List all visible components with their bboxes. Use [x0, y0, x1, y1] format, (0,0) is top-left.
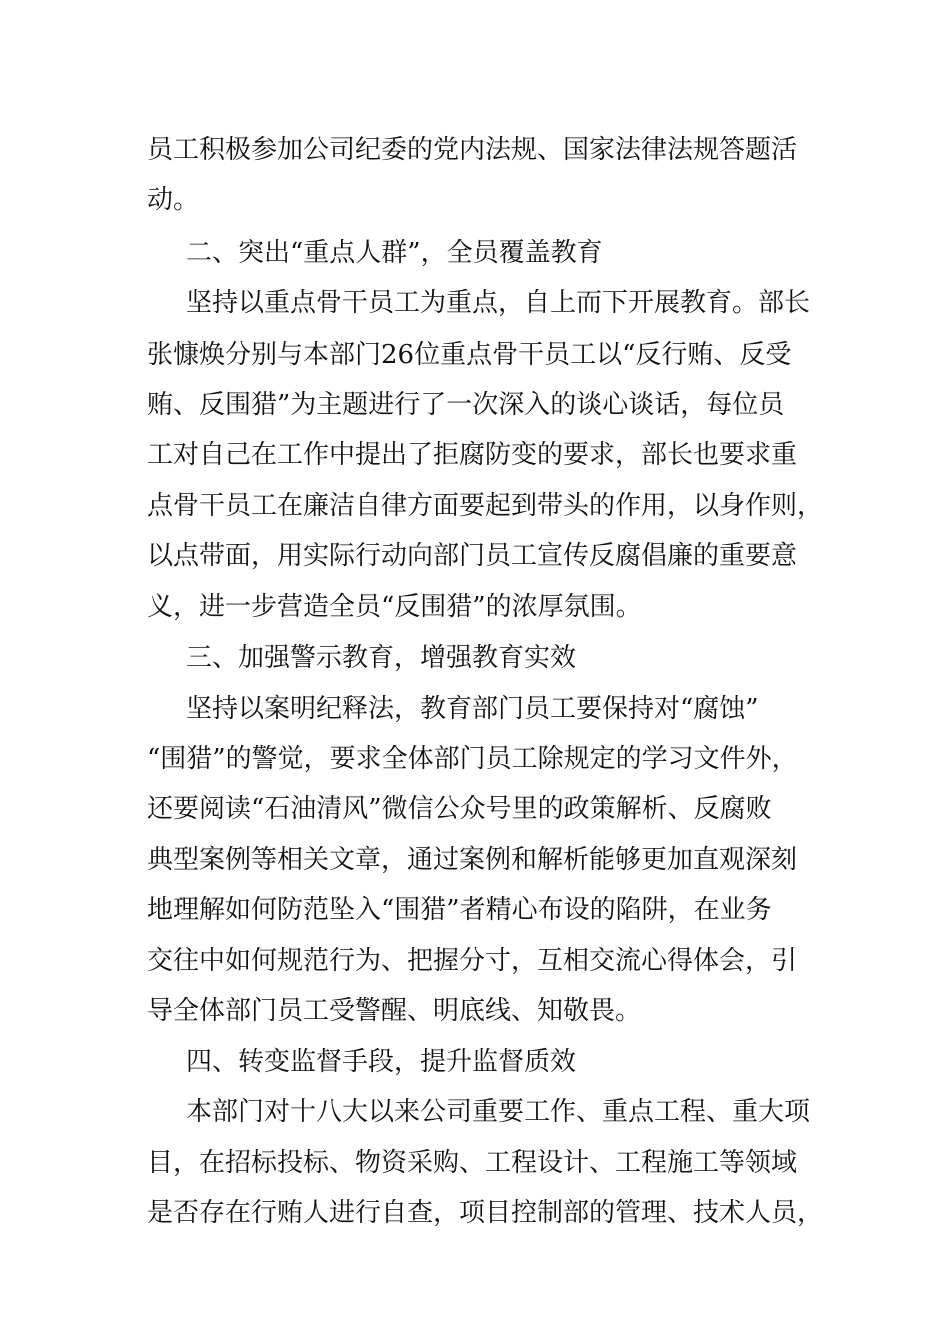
body-text-line: 员工积极参加公司纪委的党内法规、国家法律法规答题活 — [147, 135, 798, 165]
section-heading-3: 三、加强警示教育，增强教育实效 — [186, 643, 577, 673]
body-text-line: 还要阅读“石油清风”微信公众号里的政策解析、反腐败 — [147, 794, 772, 824]
body-text-line: 是否存在行贿人进行自查，项目控制部的管理、技术人员， — [147, 1198, 824, 1228]
section-heading-4: 四、转变监督手段，提升监督质效 — [186, 1047, 577, 1077]
body-text-line: “围猎”的警觉，要求全体部门员工除规定的学习文件外， — [147, 744, 798, 774]
body-text-line: 动。 — [147, 185, 200, 215]
body-text-line: 地理解如何防范坠入“围猎”者精心布设的陷阱，在业务 — [147, 895, 772, 925]
body-text-line: 典型案例等相关文章，通过案例和解析能够更加直观深刻 — [147, 845, 798, 875]
body-text-line: 坚持以案明纪释法，教育部门员工要保持对“腐蚀” — [186, 694, 759, 724]
body-text-line: 点骨干员工在廉洁自律方面要起到带头的作用，以身作则， — [147, 491, 824, 521]
body-text-line: 工对自己在工作中提出了拒腐防变的要求，部长也要求重 — [147, 440, 798, 470]
body-text-line: 张慷焕分别与本部门26位重点骨干员工以“反行贿、反受 — [147, 340, 792, 370]
body-text-line: 导全体部门员工受警醒、明底线、知敬畏。 — [147, 996, 642, 1026]
body-text-line: 本部门对十八大以来公司重要工作、重点工程、重大项 — [186, 1097, 811, 1127]
body-text-line: 贿、反围猎”为主题进行了一次深入的谈心谈话，每位员 — [147, 390, 785, 420]
body-text-line: 义，进一步营造全员“反围猎”的浓厚氛围。 — [147, 592, 642, 622]
body-text-line: 交往中如何规范行为、把握分寸，互相交流心得体会，引 — [147, 946, 798, 976]
body-text-line: 以点带面，用实际行动向部门员工宣传反腐倡廉的重要意 — [147, 541, 798, 571]
section-heading-2: 二、突出“重点人群”，全员覆盖教育 — [186, 238, 603, 268]
body-text-line: 坚持以重点骨干员工为重点，自上而下开展教育。部长 — [186, 288, 811, 318]
body-text-line: 目，在招标投标、物资采购、工程设计、工程施工等领域 — [147, 1148, 798, 1178]
